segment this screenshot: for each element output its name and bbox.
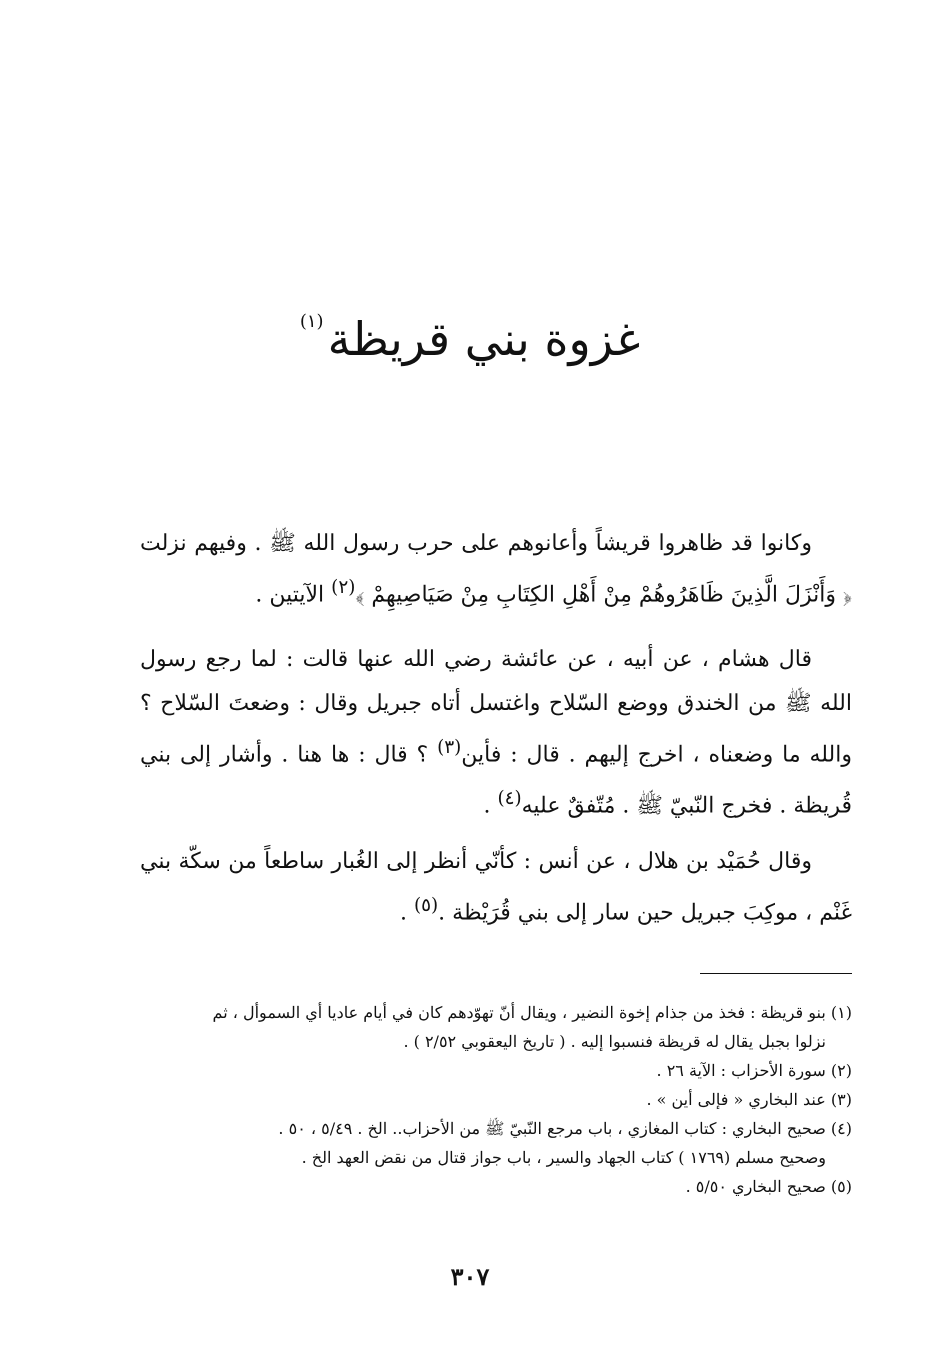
footnote-text: عند البخاري « فإلى أين » .: [646, 1090, 826, 1109]
footnote-5: [140, 1172, 852, 1201]
paragraph-text: قال هشام ، عن أبيه ، عن عائشة رضي الله عنها قالت : لما رجع رسول الله ﷺ من الخندق ووضع السّلاح واغتسل أتاه جبريل وقال : وضعتَ السّلاح ؟ والله ما وضعناه ، اخرج إليهم . قال : فأين: [140, 647, 852, 768]
footnote-4: [140, 1114, 852, 1172]
footnote-number: (٢): [830, 1061, 852, 1080]
footnote-number: (٤): [830, 1119, 852, 1138]
footnote-text: صحيح البخاري ٥/٥٠ .: [685, 1177, 826, 1196]
page-number: ٣٠٧: [450, 1262, 490, 1291]
footnote-mark: (١): [299, 311, 324, 332]
quran-verse: ﴿ وَأَنْزَلَ الَّذِينَ ظَاهَرُوهُمْ مِنْ أَهْلِ الكِتَابِ مِنْ صَيَاصِيهِمْ ﴾: [355, 582, 852, 608]
paragraph-text: ؟ قال : ها هنا . وأشار إلى بني قُريظة . فخرج النّبيّ ﷺ . مُتّفقٌ عليه: [140, 742, 852, 819]
footnote-number: (١): [830, 1003, 852, 1022]
paragraph-text: الآيتين .: [255, 582, 325, 608]
footnote-mark: (٥): [414, 895, 439, 916]
paragraph-1: [140, 522, 852, 617]
paragraph-2: [140, 638, 852, 829]
footnote-mark: (٤): [497, 788, 522, 810]
footnote-text: وصحيح مسلم (١٧٦٩ ) كتاب الجهاد والسير ، باب جواز قتال من نقض العهد الخ .: [301, 1148, 826, 1167]
chapter-title-text: غزوة بني قريظة: [327, 312, 641, 366]
footnote-text: بنو قريظة : فخذ من جذام إخوة النضير ، ويقال أنّ تهوّدهم كان في أيام عاديا أي السموأل ، ثم: [212, 1003, 826, 1022]
paragraph-text: .: [400, 900, 407, 926]
footnote-number: (٥): [830, 1177, 852, 1196]
footnote-mark: (٣): [437, 737, 462, 758]
footnote-mark: (٢): [331, 577, 356, 598]
footnotes: [140, 998, 852, 1201]
footnote-1: [140, 998, 852, 1056]
paragraph-3: [140, 840, 852, 935]
footnote-2: [140, 1056, 852, 1085]
chapter-heading: [0, 282, 940, 379]
paragraph-text: .: [483, 793, 491, 819]
paragraph-text: نزلت: [140, 531, 187, 556]
footnote-text: نزلوا بجبل يقال له قريظة فنسبوا إليه . ( تاريخ اليعقوبي ٢/٥٢ ) .: [403, 1032, 826, 1051]
paragraph-text: وقال حُمَيْد بن هلال ، عن أنس : كأنّي أنظر إلى الغُبار ساطعاً من سكّة بني غَنْم ، موكِبَ جبريل حين سار إلى بني قُرَيْظة .: [140, 849, 852, 926]
footnote-text: سورة الأحزاب : الآية ٢٦ .: [656, 1061, 826, 1080]
chapter-title: [300, 312, 640, 366]
paragraph-text: وكانوا قد ظاهروا قريشاً وأعانوهم على حرب رسول الله ﷺ . وفيهم: [194, 531, 812, 556]
footnote-text: صحيح البخاري : كتاب المغازي ، باب مرجع النّبيّ ﷺ من الأحزاب.. الخ . ٥/٤٩ ، ٥٠ .: [278, 1119, 826, 1138]
footnote-number: (٣): [830, 1090, 852, 1109]
footnote-separator: [700, 973, 852, 974]
footnote-3: [140, 1085, 852, 1114]
